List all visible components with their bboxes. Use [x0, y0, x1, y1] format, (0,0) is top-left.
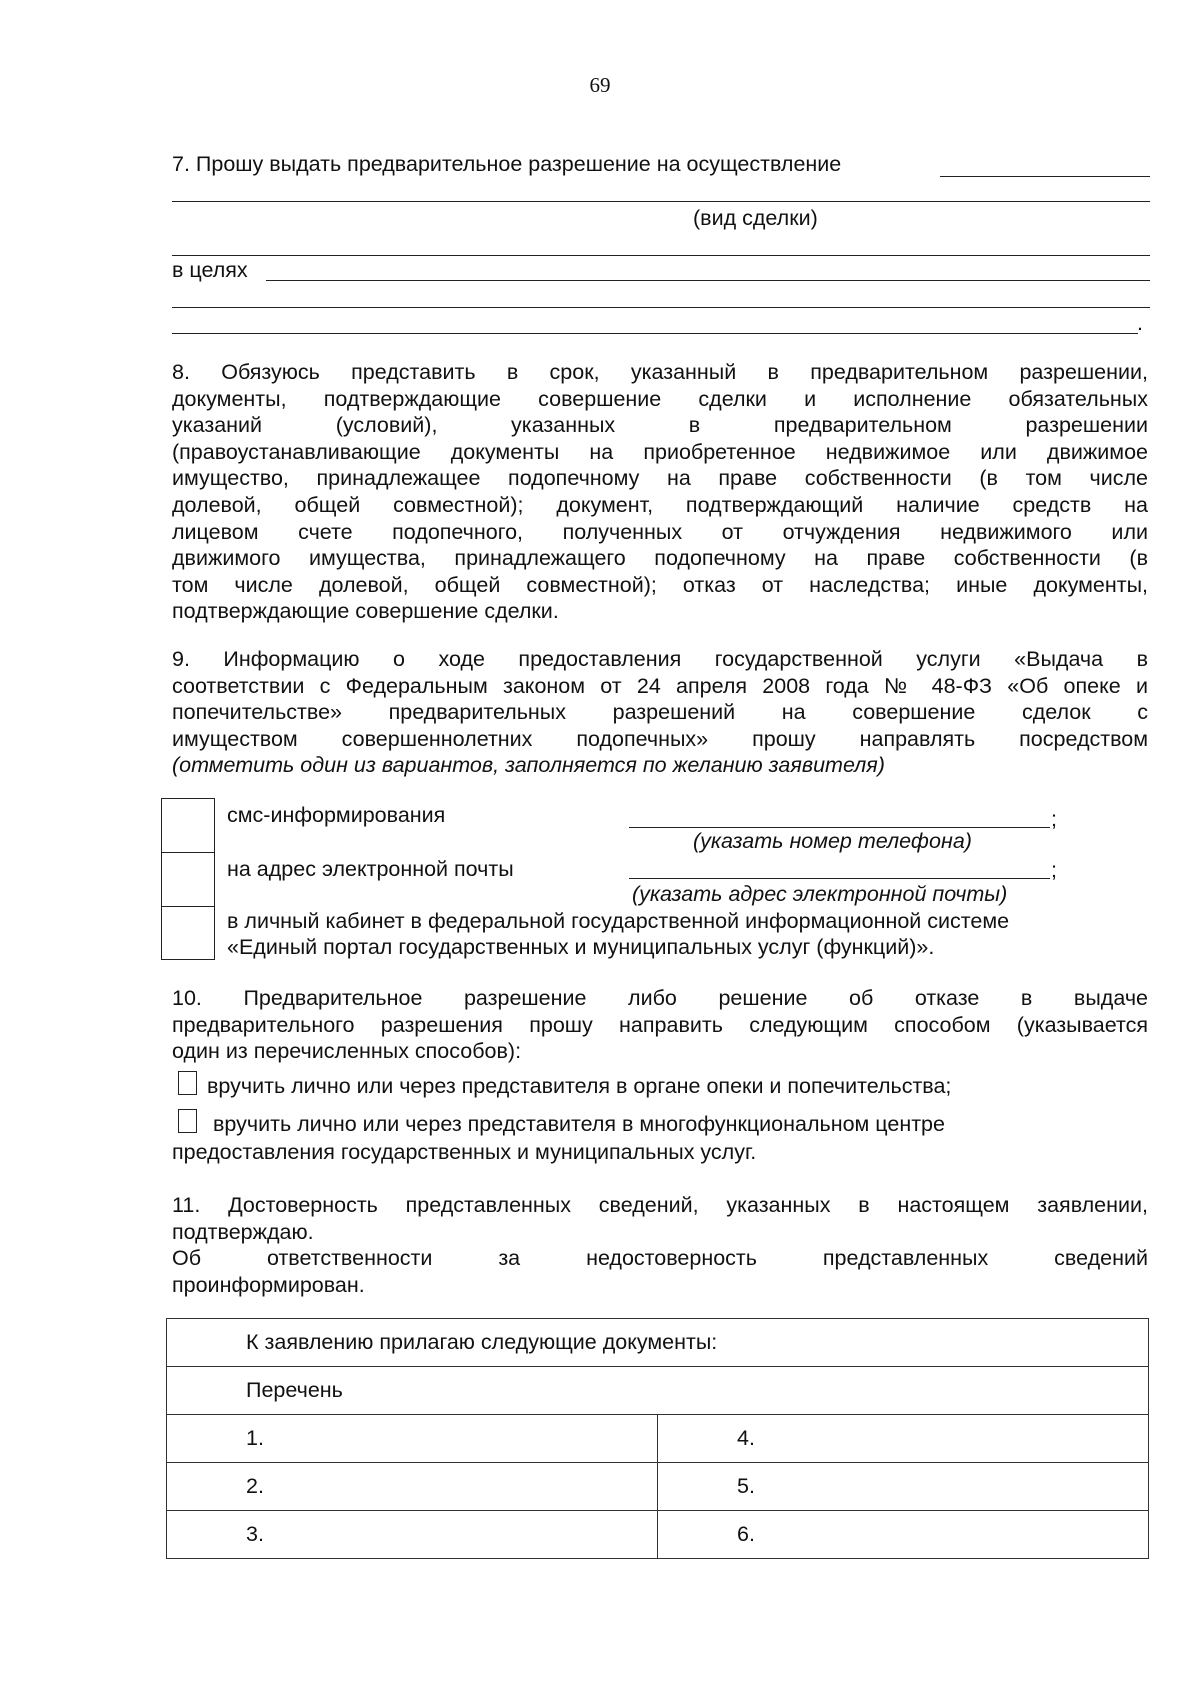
section9-note: (отметить один из вариантов, заполняется по желанию заявителя): [172, 753, 885, 778]
email-address-field[interactable]: [629, 878, 1050, 879]
attachment-cell[interactable]: 6.: [658, 1511, 1149, 1559]
section9-line: 9. Информацию о ходе предоставления государственной услуги «Выдача в: [172, 647, 1148, 671]
email-caption: (указать адрес электронной почты): [632, 882, 1008, 906]
section8-line: том числе долевой, общей совместной); отказ от наследства; иные документы,: [172, 572, 1148, 597]
deal-type-field[interactable]: [172, 201, 1150, 202]
section10-line: предварительного разрешения прошу направить следующим способом (указывается: [172, 1012, 1148, 1037]
attachments-header: К заявлению прилагаю следующие документы:: [167, 1319, 1149, 1367]
section8-line: движимого имущества, принадлежащего подопечному на праве собственности (в: [172, 546, 1148, 571]
section8-line: долевой, общей совместной); документ, подтверждающий наличие средств на: [172, 492, 1148, 517]
delivery-option-mfc-checkbox[interactable]: [178, 1109, 197, 1133]
purpose-label: в целях: [172, 258, 248, 282]
attachments-list-label: Перечень: [167, 1367, 1149, 1415]
attachment-cell[interactable]: 1.: [167, 1415, 658, 1463]
delivery-option-mfc-label-cont: предоставления государственных и муниципальных услуг.: [172, 1140, 757, 1164]
portal-checkbox[interactable]: [161, 906, 215, 960]
delivery-option-guardianship-label: вручить лично или через представителя в органе опеки и попечительства;: [207, 1074, 952, 1098]
section11-paragraph: [172, 1192, 1148, 1298]
deal-type-caption: (вид сделки): [693, 206, 818, 230]
section8-line: имущество, принадлежащее подопечному на праве собственности (в том числе: [172, 466, 1148, 491]
section8-line: 8. Обязуюсь представить в срок, указанный в предварительном разрешении,: [172, 360, 1148, 384]
section9-line: попечительстве» предварительных разрешений на совершение сделок с: [172, 700, 1148, 725]
attachment-cell[interactable]: 3.: [167, 1511, 658, 1559]
delivery-option-guardianship-checkbox[interactable]: [178, 1071, 197, 1095]
section10-paragraph: [172, 985, 1148, 1065]
section9-paragraph: [172, 646, 1148, 779]
section7-text: 7. Прошу выдать предварительное разрешение на осуществление: [172, 152, 842, 176]
deal-type-field-2[interactable]: [172, 255, 1150, 256]
table-row: [167, 1463, 1149, 1511]
section8-line: лицевом счете подопечного, полученных от отчуждения недвижимого или: [172, 519, 1148, 544]
section9-line: соответствии с Федеральным законом от 24 апреля 2008 года № 48-ФЗ «Об опеке и: [172, 673, 1148, 698]
section11-line: подтверждаю.: [172, 1219, 314, 1244]
deal-type-field-start[interactable]: [940, 176, 1150, 177]
section8-line: подтверждающие совершение сделки.: [172, 599, 559, 624]
purpose-end-mark: .: [1137, 311, 1143, 335]
email-checkbox[interactable]: [161, 852, 215, 905]
email-label: на адрес электронной почты: [227, 857, 514, 881]
section10-line: один из перечисленных способов):: [172, 1039, 522, 1064]
section11-resp-line: Об ответственности за недостоверность представленных сведений: [172, 1246, 1148, 1271]
phone-caption: (указать номер телефона): [693, 829, 972, 853]
sms-label: смс-информирования: [227, 803, 446, 827]
table-row: [167, 1367, 1149, 1415]
attachments-table: [166, 1318, 1149, 1559]
table-row: [167, 1319, 1149, 1367]
purpose-field-3[interactable]: [172, 333, 1138, 334]
attachment-cell[interactable]: 4.: [658, 1415, 1149, 1463]
email-semicolon: ;: [1051, 858, 1057, 882]
section8-line: документы, подтверждающие совершение сделки и исполнение обязательных: [172, 386, 1148, 411]
section8-line: (правоустанавливающие документы на приобретенное недвижимое или движимое: [172, 439, 1148, 464]
section8-line: указаний (условий), указанных в предварительном разрешении: [172, 413, 1148, 438]
attachment-cell[interactable]: 2.: [167, 1463, 658, 1511]
phone-semicolon: ;: [1051, 807, 1057, 831]
table-row: [167, 1415, 1149, 1463]
section11-resp-line: проинформирован.: [172, 1272, 365, 1297]
portal-label-line1: в личный кабинет в федеральной государственной информационной системе: [227, 909, 1010, 933]
section11-line: 11. Достоверность представленных сведений, указанных в настоящем заявлении,: [172, 1193, 1148, 1217]
attachment-cell[interactable]: 5.: [658, 1463, 1149, 1511]
purpose-field[interactable]: [266, 280, 1150, 281]
section10-line: 10. Предварительное разрешение либо решение об отказе в выдаче: [172, 986, 1148, 1010]
section9-line: имуществом совершеннолетних подопечных» прошу направлять посредством: [172, 726, 1148, 751]
sms-checkbox[interactable]: [161, 798, 215, 851]
delivery-option-mfc-label: вручить лично или через представителя в многофункциональном центре: [213, 1112, 945, 1136]
portal-label-line2: «Единый портал государственных и муниципальных услуг (функций)».: [227, 935, 935, 959]
table-row: [167, 1511, 1149, 1559]
section8-paragraph: [172, 359, 1148, 625]
page-number: 69: [589, 73, 611, 97]
purpose-field-2[interactable]: [172, 307, 1150, 308]
